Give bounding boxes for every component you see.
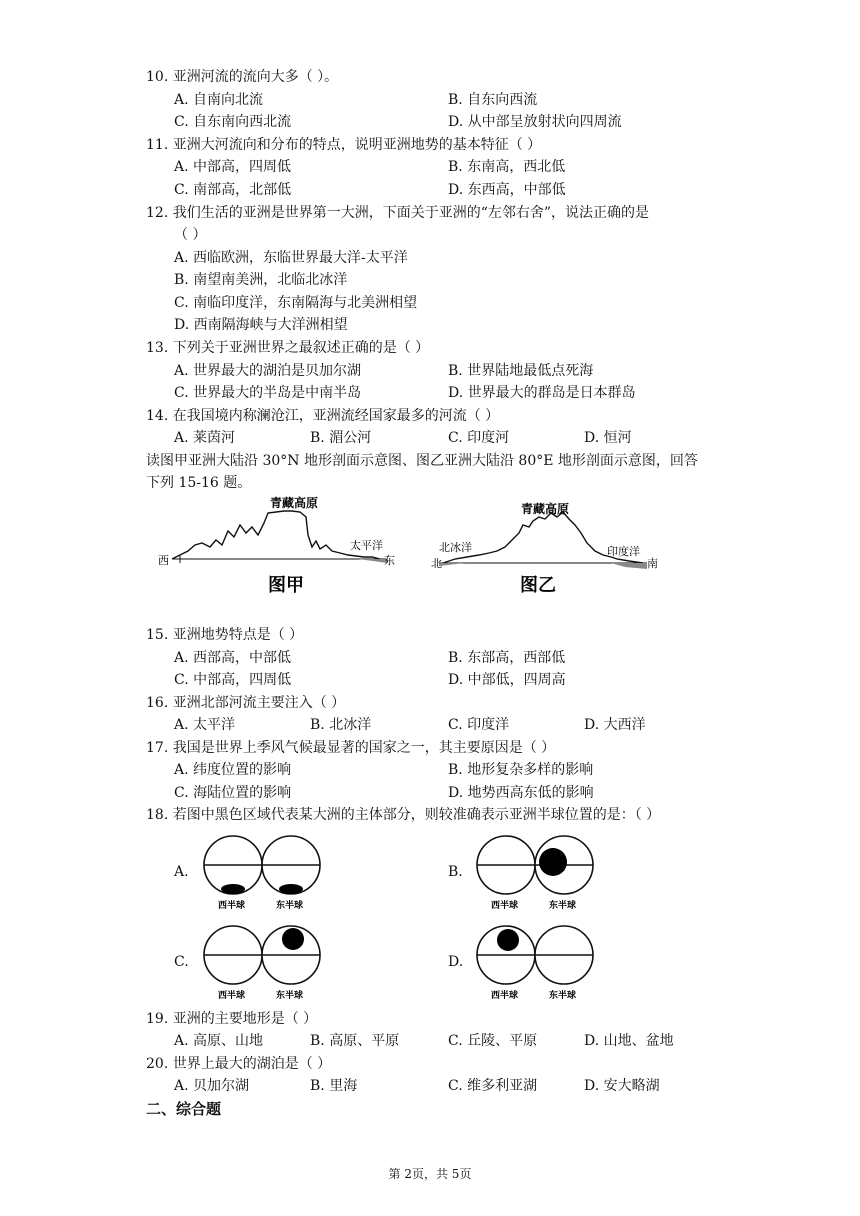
hemisphere-diagram-b[interactable] bbox=[473, 832, 598, 914]
q14-option-a[interactable]: A. 莱茵河 bbox=[174, 430, 236, 446]
peak-label-b: 青藏高原 bbox=[521, 502, 570, 516]
q16-option-d[interactable]: D. 大西洋 bbox=[584, 717, 646, 733]
q13-stem: 13. 下列关于亚洲世界之最叙述正确的是（ ） bbox=[146, 340, 430, 356]
q17-option-b[interactable]: B. 地形复杂多样的影响 bbox=[448, 762, 594, 778]
q20-option-a[interactable]: A. 贝加尔湖 bbox=[174, 1078, 250, 1094]
terrain-line-a bbox=[172, 511, 380, 559]
east-hemisphere-label: 东半球 bbox=[549, 901, 577, 911]
hemisphere-diagram-a[interactable] bbox=[200, 832, 325, 914]
q12-option-b[interactable]: B. 南望南美洲，北临北冰洋 bbox=[174, 272, 348, 288]
q14-option-d[interactable]: D. 恒河 bbox=[584, 430, 632, 446]
q16-option-b[interactable]: B. 北冰洋 bbox=[310, 717, 372, 733]
q17-option-a[interactable]: A. 纬度位置的影响 bbox=[174, 762, 292, 778]
west-label: 西 bbox=[158, 554, 169, 567]
figure-a-title: 图甲 bbox=[268, 575, 304, 596]
q17-option-c[interactable]: C. 海陆位置的影响 bbox=[174, 785, 292, 801]
west-hemisphere-label: 西半球 bbox=[491, 991, 519, 1001]
q18-option-b[interactable]: B. bbox=[448, 864, 463, 880]
q19-option-a[interactable]: A. 高原、山地 bbox=[174, 1033, 264, 1049]
q20-option-c[interactable]: C. 维多利亚湖 bbox=[448, 1078, 538, 1094]
q17-option-d[interactable]: D. 地势西高东低的影响 bbox=[448, 785, 594, 801]
q10-option-b[interactable]: B. 自东向西流 bbox=[448, 92, 538, 108]
east-hemisphere-label: 东半球 bbox=[276, 991, 304, 1001]
west-hemisphere-label: 西半球 bbox=[491, 901, 519, 911]
q15-option-a[interactable]: A. 西部高，中部低 bbox=[174, 650, 292, 666]
pacific-label: 太平洋 bbox=[350, 539, 383, 552]
q14-stem: 14. 在我国境内称澜沧江，亚洲流经国家最多的河流（ ） bbox=[146, 408, 500, 424]
q16-stem: 16. 亚洲北部河流主要注入（ ） bbox=[146, 695, 346, 711]
q19-option-c[interactable]: C. 丘陵、平原 bbox=[448, 1033, 538, 1049]
indian-shading bbox=[611, 563, 647, 569]
q20-option-d[interactable]: D. 安大略湖 bbox=[584, 1078, 660, 1094]
profile-figure-b bbox=[425, 495, 665, 600]
q13-option-d[interactable]: D. 世界最大的群岛是日本群岛 bbox=[448, 385, 636, 401]
q16-option-a[interactable]: A. 太平洋 bbox=[174, 717, 236, 733]
east-label: 东 bbox=[384, 554, 395, 567]
q18-option-c[interactable]: C. bbox=[174, 954, 189, 970]
west-hemisphere-label: 西半球 bbox=[218, 991, 246, 1001]
south-label: 南 bbox=[647, 557, 658, 570]
q15-stem: 15. 亚洲地势特点是（ ） bbox=[146, 627, 304, 643]
continent-blob bbox=[539, 848, 567, 876]
q18-option-a[interactable]: A. bbox=[174, 864, 189, 880]
arctic-label: 北冰洋 bbox=[439, 541, 472, 554]
q15-option-c[interactable]: C. 中部高，四周低 bbox=[174, 672, 292, 688]
q10-stem: 10. 亚洲河流的流向大多（ ）。 bbox=[146, 69, 339, 85]
q11-option-a[interactable]: A. 中部高，四周低 bbox=[174, 159, 292, 175]
q19-stem: 19. 亚洲的主要地形是（ ） bbox=[146, 1011, 318, 1027]
q18-stem: 18. 若图中黑色区域代表某大洲的主体部分，则较准确表示亚洲半球位置的是：（ ） bbox=[146, 807, 661, 823]
continent-blob bbox=[279, 884, 303, 894]
west-hemisphere-label: 西半球 bbox=[218, 901, 246, 911]
q10-option-a[interactable]: A. 自南向北流 bbox=[174, 92, 264, 108]
q20-option-b[interactable]: B. 里海 bbox=[310, 1078, 358, 1094]
intro-line-2: 下列 15-16 题。 bbox=[146, 475, 252, 491]
figure-b-title: 图乙 bbox=[520, 575, 556, 596]
q13-option-c[interactable]: C. 世界最大的半岛是中南半岛 bbox=[174, 385, 362, 401]
q11-option-b[interactable]: B. 东南高，西北低 bbox=[448, 159, 566, 175]
hemisphere-diagram-d[interactable] bbox=[473, 922, 598, 1004]
q19-option-b[interactable]: B. 高原、平原 bbox=[310, 1033, 400, 1049]
continent-blob bbox=[282, 928, 304, 950]
indian-ocean-label: 印度洋 bbox=[607, 545, 640, 558]
page-footer: 第 2页，共 5页 bbox=[388, 1167, 472, 1181]
east-hemisphere-label: 东半球 bbox=[549, 991, 577, 1001]
q13-option-b[interactable]: B. 世界陆地最低点死海 bbox=[448, 363, 594, 379]
q12-stem-paren: （ ） bbox=[174, 227, 207, 243]
q19-option-d[interactable]: D. 山地、盆地 bbox=[584, 1033, 674, 1049]
q10-option-d[interactable]: D. 从中部呈放射状向四周流 bbox=[448, 114, 622, 130]
q14-option-b[interactable]: B. 湄公河 bbox=[310, 430, 372, 446]
q11-option-c[interactable]: C. 南部高，北部低 bbox=[174, 182, 292, 198]
continent-blob bbox=[497, 929, 519, 951]
q10-option-c[interactable]: C. 自东南向西北流 bbox=[174, 114, 292, 130]
q18-option-d[interactable]: D. bbox=[448, 954, 464, 970]
section-heading: 二、综合题 bbox=[146, 1100, 222, 1118]
q12-option-c[interactable]: C. 南临印度洋，东南隔海与北美洲相望 bbox=[174, 295, 418, 311]
east-hemisphere-label: 东半球 bbox=[276, 901, 304, 911]
q11-stem: 11. 亚洲大河流向和分布的特点，说明亚洲地势的基本特征（ ） bbox=[146, 137, 542, 153]
q15-option-d[interactable]: D. 中部低，四周高 bbox=[448, 672, 566, 688]
q20-stem: 20. 世界上最大的湖泊是（ ） bbox=[146, 1056, 332, 1072]
q16-option-c[interactable]: C. 印度洋 bbox=[448, 717, 510, 733]
q17-stem: 17. 我国是世界上季风气候最显著的国家之一，其主要原因是（ ） bbox=[146, 740, 556, 756]
peak-label-a: 青藏高原 bbox=[270, 496, 319, 510]
continent-blob bbox=[221, 884, 245, 894]
intro-line-1: 读图甲亚洲大陆沿 30°N 地形剖面示意图、图乙亚洲大陆沿 80°E 地形剖面示意图，回答 bbox=[146, 453, 698, 469]
q12-option-d[interactable]: D. 西南隔海峡与大洋洲相望 bbox=[174, 317, 348, 333]
q12-stem: 12. 我们生活的亚洲是世界第一大洲，下面关于亚洲的“左邻右舍”，说法正确的是 bbox=[146, 205, 650, 221]
q11-option-d[interactable]: D. 东西高，中部低 bbox=[448, 182, 566, 198]
q15-option-b[interactable]: B. 东部高，西部低 bbox=[448, 650, 566, 666]
profile-figure-a bbox=[150, 495, 400, 600]
q13-option-a[interactable]: A. 世界最大的湖泊是贝加尔湖 bbox=[174, 363, 362, 379]
q12-option-a[interactable]: A. 西临欧洲，东临世界最大洋-太平洋 bbox=[174, 250, 408, 266]
q14-option-c[interactable]: C. 印度河 bbox=[448, 430, 510, 446]
hemisphere-diagram-c[interactable] bbox=[200, 922, 325, 1004]
north-label: 北 bbox=[431, 557, 442, 570]
